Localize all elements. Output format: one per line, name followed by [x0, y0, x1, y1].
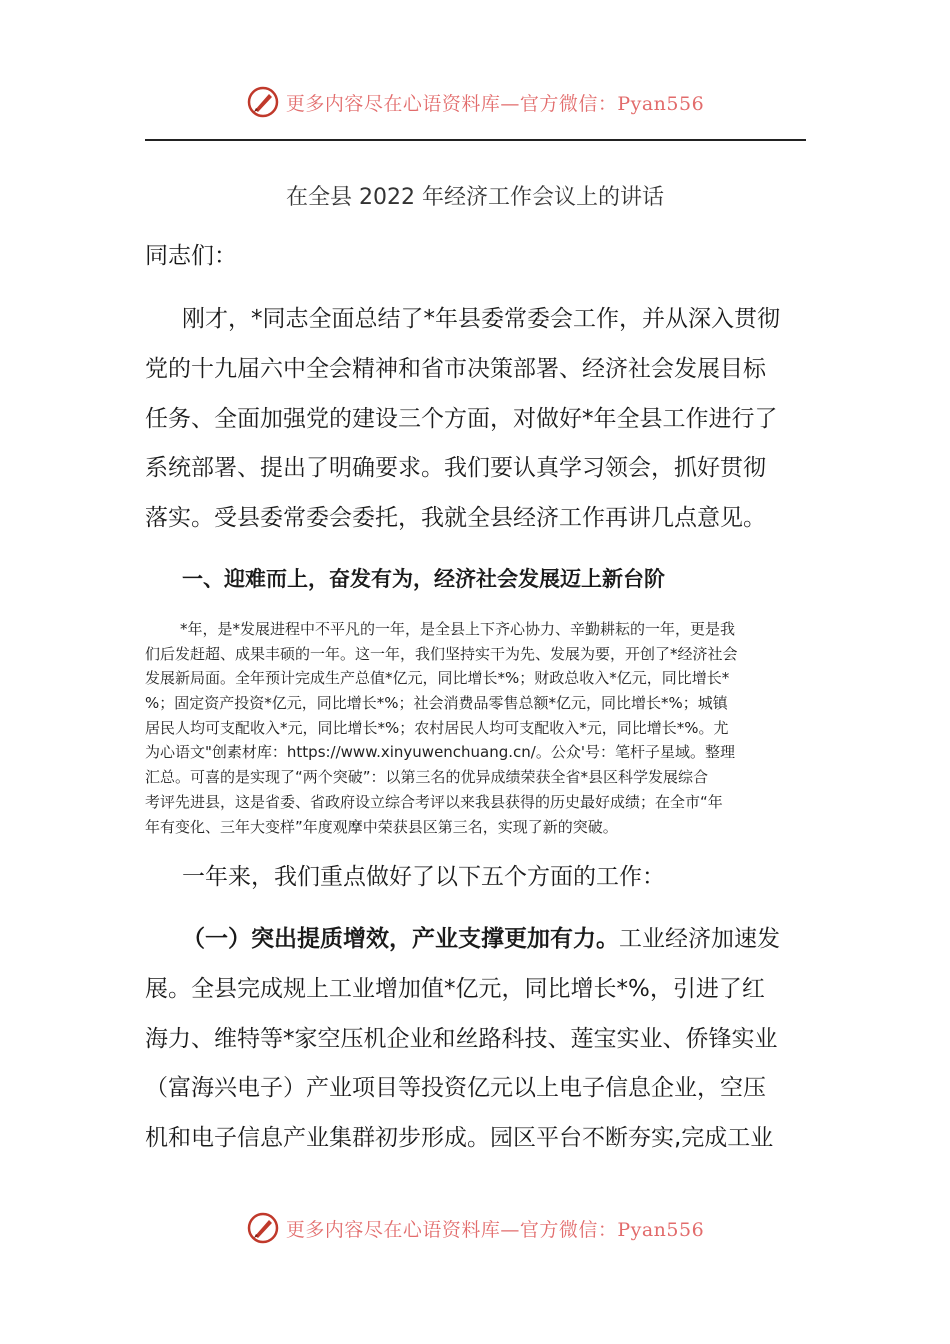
summary-line: 考评先进县，这是省委、省政府设立综合考评以来我县获得的历史最好成绩；在全市“年 — [145, 793, 723, 811]
subsection-first-line — [182, 922, 780, 956]
subsection-line: 展。全县完成规上工业增加值*亿元，同比增长*%，引进了红 — [145, 976, 765, 1002]
watermark-banner-top — [0, 82, 950, 122]
subsection-heading: （一）突出提质增效，产业支撑更加有力。 — [182, 926, 619, 952]
subsection-line: 机和电子信息产业集群初步形成。园区平台不断夯实,完成工业 — [145, 1125, 774, 1151]
summary-line: %；固定资产投资*亿元，同比增长*%；社会消费品零售总额*亿元，同比增长*%；城镇 — [145, 694, 728, 712]
subsection-line: （富海兴电子）产业项目等投资亿元以上电子信息企业，空压 — [145, 1075, 766, 1101]
pen-logo-icon — [246, 85, 280, 119]
summary-line: 们后发赶超、成果丰硕的一年。这一年，我们坚持实干为先、发展为要，开创了*经济社会 — [145, 645, 738, 663]
subsection-line: 海力、维特等*家空压机企业和丝路科技、莲宝实业、侨锋实业 — [145, 1026, 778, 1052]
subsection-text: 工业经济加速发 — [619, 926, 780, 952]
summary-line: 居民人均可支配收入*元，同比增长*%；农村居民人均可支配收入*元，同比增长*%。尤 — [145, 719, 729, 737]
summary-line: 发展新局面。全年预计完成生产总值*亿元，同比增长*%；财政总收入*亿元，同比增长* — [145, 669, 730, 687]
page-title: 在全县 2022 年经济工作会议上的讲话 — [286, 185, 664, 210]
intro-line: 系统部署、提出了明确要求。我们要认真学习领会，抓好贯彻 — [145, 455, 766, 481]
pen-logo-icon — [246, 1211, 280, 1245]
intro-line: 党的十九届六中全会精神和省市决策部署、经济社会发展目标 — [145, 356, 766, 382]
summary-line: 汇总。可喜的是实现了“两个突破”：以第三名的优异成绩荣获全省*县区科学发展综合 — [145, 768, 709, 786]
watermark-text: 更多内容尽在心语资料库—官方微信：Pyan556 — [285, 92, 705, 115]
section-heading: 一、迎难而上，奋发有为，经济社会发展迈上新台阶 — [182, 567, 665, 591]
intro-line: 刚才，*同志全面总结了*年县委常委会工作，并从深入贯彻 — [182, 306, 780, 332]
intro-line: 落实。受县委常委会委托，我就全县经济工作再讲几点意见。 — [145, 505, 766, 531]
summary-line: 为心语文"创素材库：https://www.xinyuwenchuang.cn/。公众'号：笔杆子星域。整理 — [145, 743, 735, 761]
watermark-banner-bottom — [0, 1208, 950, 1248]
summary-line: 年有变化、三年大变样”年度观摩中荣获县区第三名，实现了新的突破。 — [145, 818, 618, 836]
intro-line: 任务、全面加强党的建设三个方面，对做好*年全县工作进行了 — [145, 406, 778, 432]
transition-line: 一年来，我们重点做好了以下五个方面的工作： — [182, 864, 665, 890]
summary-line: *年，是*发展进程中不平凡的一年，是全县上下齐心协力、辛勤耕耘的一年，更是我 — [180, 620, 736, 638]
salutation: 同志们： — [145, 243, 237, 269]
watermark-text: 更多内容尽在心语资料库—官方微信：Pyan556 — [285, 1218, 705, 1241]
header-divider — [145, 139, 806, 141]
